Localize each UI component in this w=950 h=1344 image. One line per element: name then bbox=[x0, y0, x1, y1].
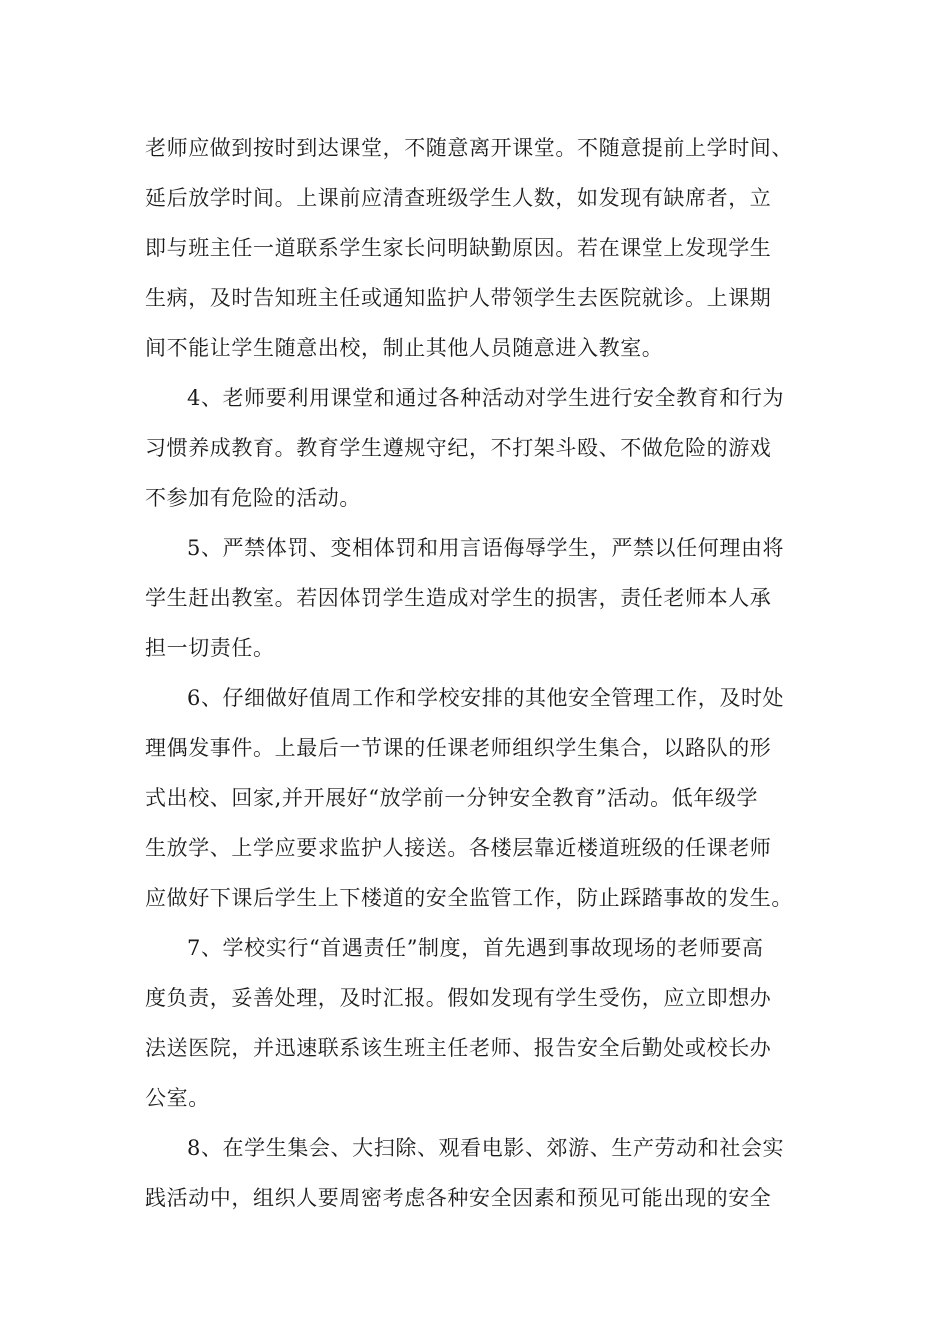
paragraph-5-start: 5、严禁体罚、变相体罚和用言语侮辱学生，严禁以任何理由将 bbox=[187, 536, 785, 560]
text-line: 生病，及时告知班主任或通知监护人带领学生去医院就诊。上课期 bbox=[145, 286, 772, 310]
text-line: 公室。 bbox=[145, 1086, 210, 1110]
text-line: 学生赶出教室。若因体罚学生造成对学生的损害，责任老师本人承 bbox=[145, 586, 772, 610]
text-line: 担一切责任。 bbox=[145, 636, 275, 660]
text-line: 老师应做到按时到达课堂，不随意离开课堂。不随意提前上学时间、 bbox=[145, 136, 793, 160]
text-line: 践活动中，组织人要周密考虑各种安全因素和预见可能出现的安全 bbox=[145, 1186, 772, 1210]
paragraph-8-start: 8、在学生集会、大扫除、观看电影、郊游、生产劳动和社会实 bbox=[187, 1136, 785, 1160]
text-line: 式出校、回家,并开展好“放学前一分钟安全教育”活动。低年级学 bbox=[145, 786, 759, 810]
text-line: 应做好下课后学生上下楼道的安全监管工作，防止踩踏事故的发生。 bbox=[145, 886, 793, 910]
text-line: 度负责，妥善处理，及时汇报。假如发现有学生受伤，应立即想办 bbox=[145, 986, 772, 1010]
text-line: 生放学、上学应要求监护人接送。各楼层靠近楼道班级的任课老师 bbox=[145, 836, 772, 860]
paragraph-4-start: 4、老师要利用课堂和通过各种活动对学生进行安全教育和行为 bbox=[187, 386, 785, 410]
text-line: 延后放学时间。上课前应清查班级学生人数，如发现有缺席者，立 bbox=[145, 186, 772, 210]
text-line: 习惯养成教育。教育学生遵规守纪，不打架斗殴、不做危险的游戏 bbox=[145, 436, 772, 460]
text-line: 即与班主任一道联系学生家长问明缺勤原因。若在课堂上发现学生 bbox=[145, 236, 772, 260]
paragraph-6-start: 6、仔细做好值周工作和学校安排的其他安全管理工作，及时处 bbox=[187, 686, 785, 710]
paragraph-7-start: 7、学校实行“首遇责任”制度，首先遇到事故现场的老师要高 bbox=[187, 936, 764, 960]
text-line: 法送医院，并迅速联系该生班主任老师、报告安全后勤处或校长办 bbox=[145, 1036, 772, 1060]
text-line: 间不能让学生随意出校，制止其他人员随意进入教室。 bbox=[145, 336, 664, 360]
document-body bbox=[145, 123, 815, 1223]
text-line: 不参加有危险的活动。 bbox=[145, 486, 361, 510]
text-line: 理偶发事件。上最后一节课的任课老师组织学生集合，以路队的形 bbox=[145, 736, 772, 760]
